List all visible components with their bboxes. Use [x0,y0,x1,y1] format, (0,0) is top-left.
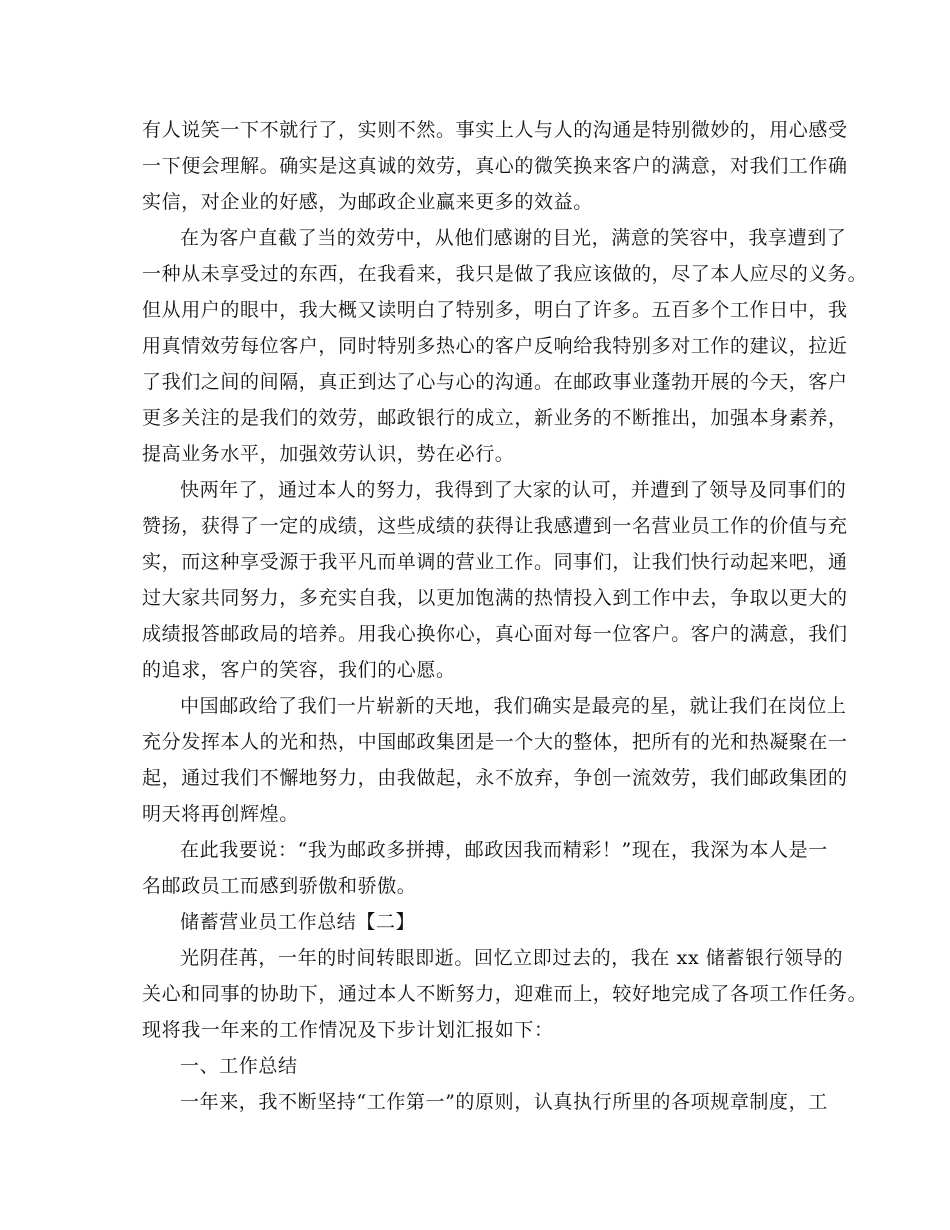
text-line: 实，而这种享受源于我平凡而单调的营业工作。同事们，让我们快行动起来吧，通 [142,551,848,573]
text-line: 过大家共同努力，多充实自我，以更加饱满的热情投入到工作中去，争取以更大的 [142,587,848,609]
text-line: 快两年了，通过本人的努力，我得到了大家的认可，并遭到了领导及同事们的 [180,479,847,501]
text-line: 实信，对企业的好感，为邮政企业赢来更多的效益。 [142,191,593,213]
text-line: 赞扬，获得了一定的成绩，这些成绩的获得让我感遭到一名营业员工作的价值与充 [142,515,848,537]
text-line: 一、工作总结 [180,1055,298,1077]
text-line: 光阴荏苒，一年的时间转眼即逝。回忆立即过去的，我在 xx 储蓄银行领导的 [180,947,844,969]
text-line: 在为客户直截了当的效劳中，从他们感谢的目光，满意的笑容中，我享遭到了 [180,227,847,249]
text-line: 一年来，我不断坚持“工作第一”的原则，认真执行所里的各项规章制度，工 [180,1091,828,1113]
text-line: 更多关注的是我们的效劳，邮政银行的成立，新业务的不断推出，加强本身素养， [142,407,848,429]
text-line: 的追求，客户的笑容，我们的心愿。 [142,659,456,681]
text-line: 成绩报答邮政局的培养。用我心换你心，真心面对每一位客户。客户的满意，我们 [142,623,848,645]
text-line: 现将我一年来的工作情况及下步计划汇报如下： [142,1019,554,1041]
text-line: 名邮政员工而感到骄傲和骄傲。 [142,875,417,897]
text-line: 明天将再创辉煌。 [142,803,299,825]
text-line: 了我们之间的间隔，真正到达了心与心的沟通。在邮政事业蓬勃开展的今天，客户 [142,371,848,393]
text-line: 充分发挥本人的光和热，中国邮政集团是一个大的整体，把所有的光和热凝聚在一 [142,731,848,753]
text-line: 用真情效劳每位客户，同时特别多热心的客户反响给我特别多对工作的建议，拉近 [142,335,848,357]
text-line: 起，通过我们不懈地努力，由我做起，永不放弃，争创一流效劳，我们邮政集团的 [142,767,848,789]
document-body [142,112,868,1120]
text-line: 一种从未享受过的东西，在我看来，我只是做了我应该做的，尽了本人应尽的义务。 [142,263,868,285]
text-line: 关心和同事的协助下，通过本人不断努力，迎难而上，较好地完成了各项工作任务。 [142,983,868,1005]
text-line: 但从用户的眼中，我大概又读明白了特别多，明白了许多。五百多个工作日中，我 [142,299,848,321]
text-line: 储蓄营业员工作总结【二】 [180,911,416,933]
text-line: 有人说笑一下不就行了，实则不然。事实上人与人的沟通是特别微妙的，用心感受 [142,119,848,141]
text-line: 提高业务水平，加强效劳认识，势在必行。 [142,443,515,465]
text-line: 在此我要说：“我为邮政多拼搏，邮政因我而精彩！”现在，我深为本人是一 [180,839,828,861]
text-line: 中国邮政给了我们一片崭新的天地，我们确实是最亮的星，就让我们在岗位上 [180,695,847,717]
text-line: 一下便会理解。确实是这真诚的效劳，真心的微笑换来客户的满意，对我们工作确 [142,155,848,177]
